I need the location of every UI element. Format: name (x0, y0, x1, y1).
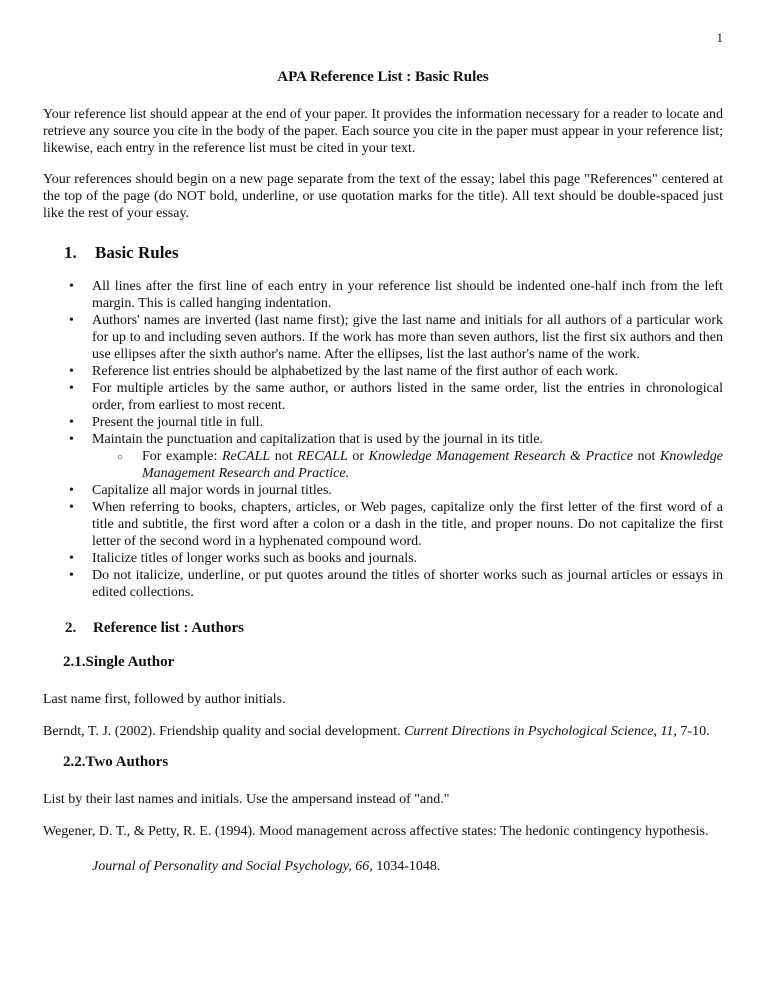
two-authors-lead: List by their last names and initials. Use the ampersand instead of "and." (43, 792, 450, 807)
section-2-1-heading-label: Single Author (85, 654, 175, 670)
intro-paragraph-1: Your reference list should appear at the end of your paper. It provides the information necessary for a reader to locate and retrieve any source you cite in the body of the paper. Each source you cite in the paper must appear in your reference list; likewise, each entry in the reference list must be cited in your text. (43, 107, 723, 156)
text-run-italic: Current Directions in Psychological Science, 11 (404, 724, 674, 739)
text-run: Wegener, D. T., & Petty, R. E. (1994). Mood management across affective states: The hedonic contingency hypothesis. (43, 824, 709, 839)
text-run: Present the journal title in full. (92, 415, 264, 430)
text-run: , 7-10. (673, 724, 710, 739)
section-2-heading (65, 620, 723, 637)
text-run: not (632, 449, 661, 464)
single-author-lead: Last name first, followed by author initials. (43, 692, 286, 707)
text-run: For multiple articles by the same author, or authors listed in the same order, list the entries in chronological order, from earliest to most recent. (92, 381, 723, 413)
intro-paragraph-2: Your references should begin on a new page separate from the text of the essay; label this page "References" centered at the top of the page (do NOT bold, underline, or use quotation marks for the title). All text should be double-spaced just like the rest of your essay. (43, 172, 723, 221)
text-run-italic: RECALL (297, 449, 348, 464)
section-1-heading-label: Basic Rules (95, 243, 179, 262)
section-2-number: 2. (65, 620, 77, 636)
text-run: When referring to books, chapters, articles, or Web pages, capitalize only the first letter of the first word of a title and subtitle, the first word after a colon or a dash in the title, and proper nouns. Do not capitalize the first letter of the second word in a hyphenated compound word. (92, 500, 723, 549)
section-2-2-number: 2.2. (63, 754, 86, 770)
page-number: 1 (716, 30, 723, 45)
document-title: APA Reference List : Basic Rules (277, 69, 489, 85)
bullet-item (43, 414, 723, 431)
bullet-item (43, 278, 723, 312)
text-run: Maintain the punctuation and capitalization that is used by the journal in its title. (92, 432, 544, 447)
text-run: Authors' names are inverted (last name first); give the last name and initials for all authors of a particular work for up to and including seven authors. If the work has more than seven authors, list the first six authors and then use ellipses after the sixth author's name. After the ellipses, list the last author's name of the work. (92, 313, 723, 362)
text-run: , 1034-1048. (369, 859, 441, 874)
text-run: or (347, 449, 369, 464)
bullet-item (43, 380, 723, 414)
section-2-1-heading (63, 654, 723, 671)
bullet-item (43, 363, 723, 380)
section-2-1-number: 2.1. (63, 654, 86, 670)
bullet-item (43, 482, 723, 499)
text-run-italic: Knowledge Management Research and Practice. (142, 449, 724, 481)
bullet-item (43, 567, 723, 601)
section-2-heading-label: Reference list : Authors (93, 620, 244, 636)
text-run: Reference list entries should be alphabetized by the last name of the first author of each work. (92, 364, 618, 379)
text-run: Berndt, T. J. (2002). Friendship quality and social development. (43, 724, 405, 739)
basic-rules-list (43, 278, 723, 601)
bullet-item (43, 431, 723, 448)
reference-wegener (43, 814, 723, 884)
bullet-item (43, 499, 723, 550)
text-run: Capitalize all major words in journal titles. (92, 483, 332, 498)
text-run: All lines after the first line of each entry in your reference list should be indented one-half inch from the left margin. This is called hanging indentation. (92, 279, 723, 311)
section-2-2-heading (63, 754, 723, 771)
text-run-italic: ReCALL (221, 449, 271, 464)
section-1-number: 1. (64, 243, 77, 262)
section-2-2-heading-label: Two Authors (85, 754, 169, 770)
text-run: Do not italicize, underline, or put quotes around the titles of shorter works such as journal articles or essays in edited collections. (92, 568, 723, 600)
text-run-italic: Journal of Personality and Social Psychology, 66 (92, 859, 370, 874)
bullet-item (43, 550, 723, 567)
section-1-heading (64, 243, 723, 262)
text-run: Italicize titles of longer works such as books and journals. (92, 551, 418, 566)
bullet-item (43, 312, 723, 363)
text-run: not (270, 449, 298, 464)
text-run-italic: Knowledge Management Research & Practice (368, 449, 633, 464)
sub-bullet-item (43, 448, 723, 482)
reference-berndt (43, 714, 723, 749)
text-run: For example: (142, 449, 222, 464)
